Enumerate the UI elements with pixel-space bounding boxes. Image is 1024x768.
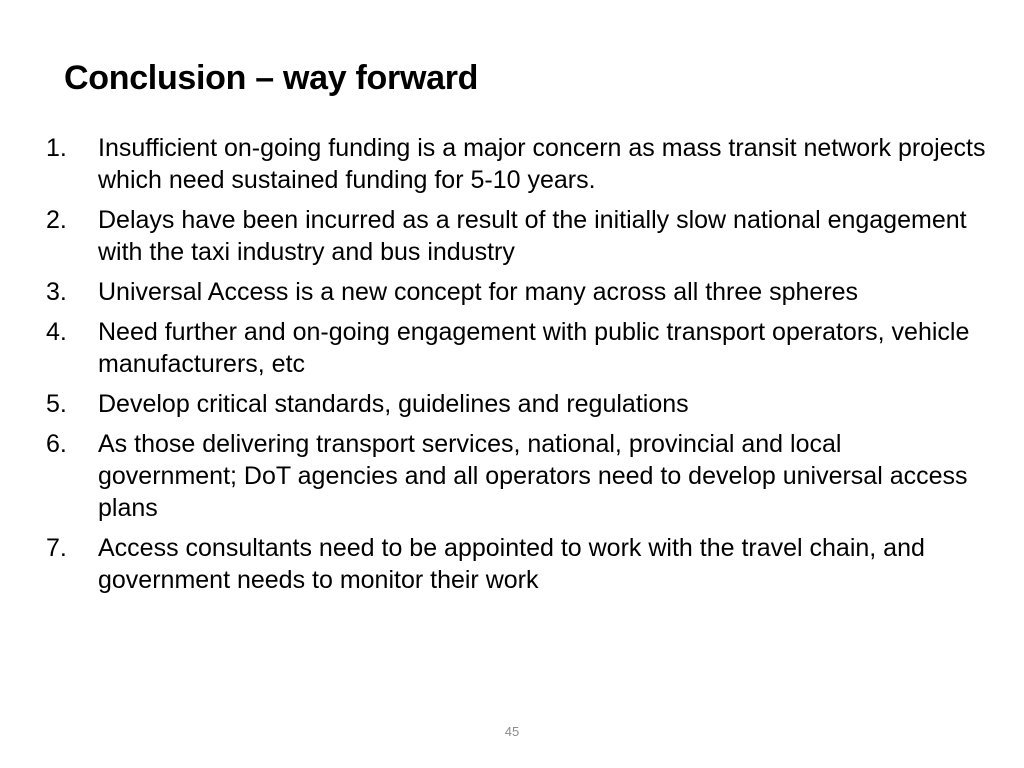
page-number: 45 bbox=[504, 724, 520, 739]
list-item-number: 2. bbox=[46, 206, 67, 234]
slide-title: Conclusion – way forward bbox=[64, 58, 479, 97]
list-item bbox=[46, 276, 986, 308]
list-item-text: Delays have been incurred as a result of the initially slow national engagement with the taxi industry and bus industry bbox=[98, 206, 967, 266]
list-item bbox=[46, 428, 986, 524]
list-item-number: 6. bbox=[46, 430, 67, 458]
conclusion-list bbox=[46, 132, 986, 604]
list-item bbox=[46, 532, 986, 596]
list-item-text: Need further and on-going engagement with public transport operators, vehicle manufacturers, etc bbox=[98, 318, 970, 378]
list-item-text: Insufficient on-going funding is a major concern as mass transit network projects which need sustained funding for 5-10 years. bbox=[98, 134, 986, 194]
list-item bbox=[46, 388, 986, 420]
list-item-number: 5. bbox=[46, 390, 67, 418]
list-item bbox=[46, 204, 986, 268]
list-item-text: Universal Access is a new concept for many across all three spheres bbox=[98, 278, 859, 306]
list-item-number: 1. bbox=[46, 134, 67, 162]
list-item bbox=[46, 316, 986, 380]
list-item-text: As those delivering transport services, national, provincial and local government; DoT agencies and all operators need to develop universal access plans bbox=[98, 430, 968, 522]
list-item-number: 4. bbox=[46, 318, 67, 346]
list-item-number: 3. bbox=[46, 278, 67, 306]
list-item bbox=[46, 132, 986, 196]
list-item-text: Access consultants need to be appointed to work with the travel chain, and government needs to monitor their work bbox=[98, 534, 925, 594]
list-item-text: Develop critical standards, guidelines and regulations bbox=[98, 390, 689, 418]
list-item-number: 7. bbox=[46, 534, 67, 562]
